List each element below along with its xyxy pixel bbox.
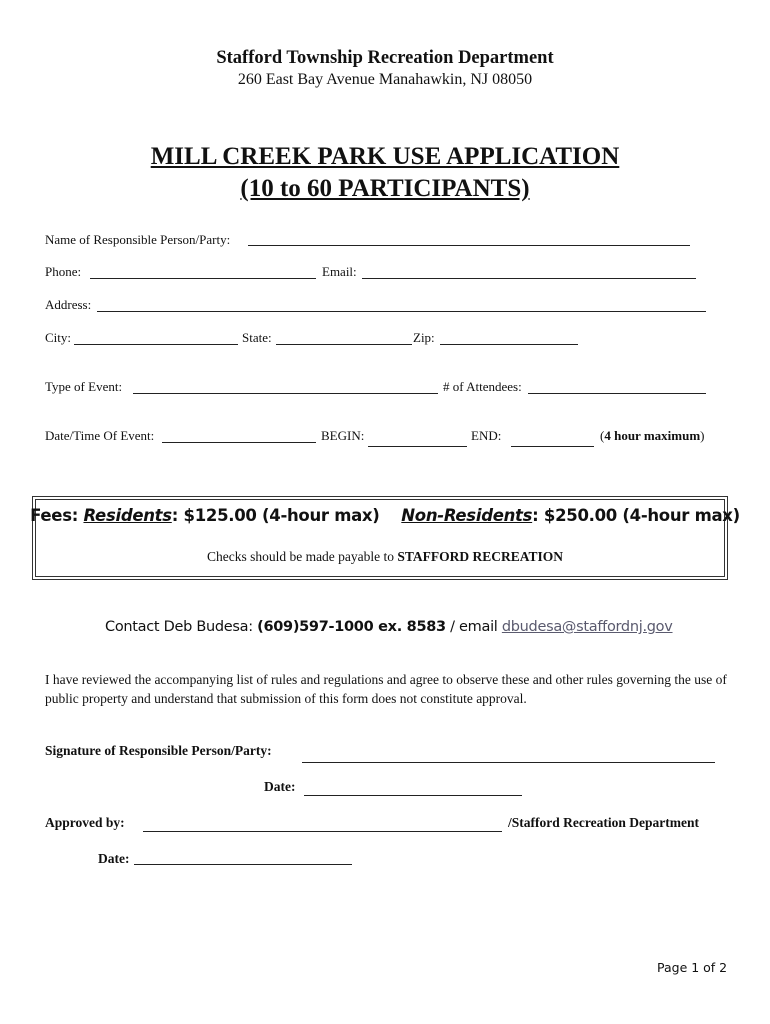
max-note [600,428,705,444]
date-field[interactable] [304,795,522,796]
approved-label: Approved by: [45,815,125,830]
begin-field[interactable] [368,446,467,447]
approved-field[interactable] [143,831,502,832]
name-label: Name of Responsible Person/Party: [45,232,231,247]
name-field[interactable] [248,245,690,246]
city-label: City: [45,330,72,345]
event-type-label: Type of Event: [45,379,123,394]
contact-prefix: Contact Deb Budesa: [105,619,258,635]
phone-field[interactable] [90,278,316,279]
form-subtitle: (10 to 60 PARTICIPANTS) [240,175,530,202]
end-label: END: [471,428,502,443]
attendees-label: # of Attendees: [443,379,522,394]
address-field[interactable] [97,311,706,312]
nonresidents-fee: : $250.00 (4-hour max) [532,506,740,525]
org-address: 260 East Bay Avenue Manahawkin, NJ 08050 [237,71,533,88]
contact-line [105,619,673,635]
nonresidents-label: Non-Residents [401,506,533,525]
date2-label: Date: [98,851,130,866]
page-number: Page 1 of 2 [657,960,728,975]
max-open: ( [600,428,605,443]
end-field[interactable] [511,446,594,447]
zip-field[interactable] [440,344,578,345]
city-field[interactable] [74,344,238,345]
signature-label: Signature of Responsible Person/Party: [45,743,272,758]
org-name: Stafford Township Recreation Department [216,48,554,68]
event-type-field[interactable] [133,393,438,394]
contact-email-link[interactable]: dbudesa@staffordnj.gov [501,619,673,635]
datetime-field[interactable] [162,442,316,443]
dept-label: /Stafford Recreation Department [508,815,699,830]
residents-fee: : $125.00 (4-hour max) [171,506,380,525]
contact-sep: / email [445,619,502,635]
attendees-field[interactable] [528,393,706,394]
state-label: State: [242,330,272,345]
begin-label: BEGIN: [321,428,365,443]
checks-payee: STAFFORD RECREATION [397,549,564,564]
date-label: Date: [264,779,296,794]
residents-label: Residents [83,506,172,525]
state-field[interactable] [276,344,412,345]
date2-field[interactable] [134,864,352,865]
fees-line [0,506,770,525]
zip-label: Zip: [413,330,435,345]
agreement-text: I have reviewed the accompanying list of rules and regulations and agree to observe these and other rules governing the use of public property and understand that submission of this form does not constitute approval. [45,672,727,706]
address-label: Address: [45,297,92,312]
phone-label: Phone: [45,264,82,279]
fees-prefix: Fees: [30,506,84,525]
checks-text: Checks should be made payable to [206,549,398,564]
datetime-label: Date/Time Of Event: [45,428,155,443]
max-note-text: 4 hour maximum [604,428,701,443]
email-label: Email: [322,264,357,279]
signature-field[interactable] [302,762,715,763]
contact-phone: (609)597-1000 ex. 8583 [257,619,446,635]
checks-payable [0,549,770,565]
email-field[interactable] [362,278,696,279]
form-title: MILL CREEK PARK USE APPLICATION [150,143,620,170]
max-close: ) [700,428,705,443]
